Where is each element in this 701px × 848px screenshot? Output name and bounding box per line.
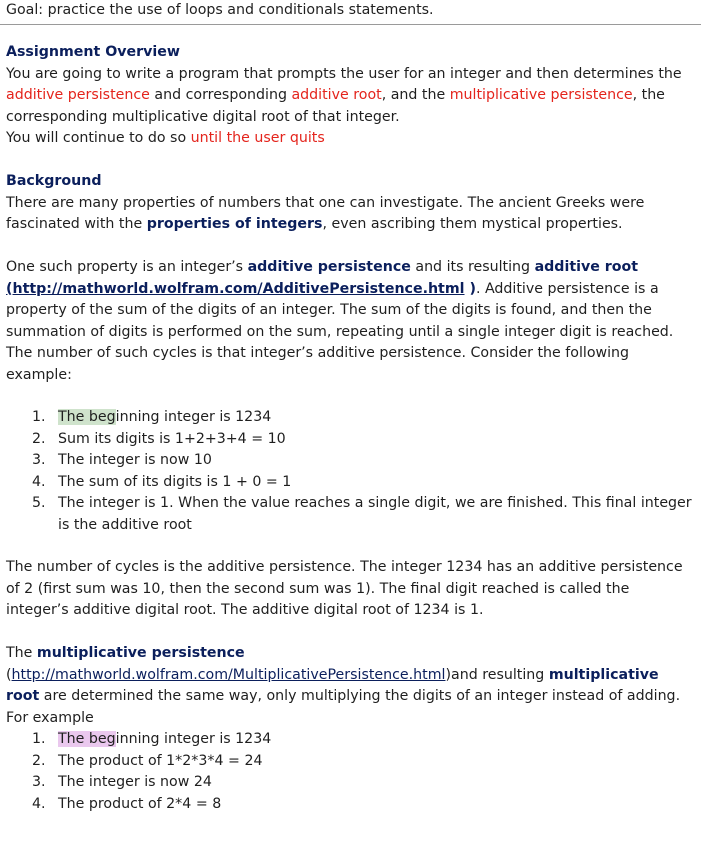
multiplicative-persistence-link[interactable]: http://mathworld.wolfram.com/MultiplicativePersistence.html xyxy=(11,666,446,683)
background-section xyxy=(6,171,696,236)
background-heading: Background xyxy=(6,173,102,189)
additive-root-bold: additive root xyxy=(534,259,639,275)
highlighted-text: The beg xyxy=(58,731,116,747)
text-run: , and the xyxy=(381,87,450,103)
overview-continue xyxy=(6,128,696,150)
until-quit-term: until the user quits xyxy=(190,130,325,146)
text-run: The product of 2*4 = 8 xyxy=(58,795,222,812)
text-run: , even ascribing them mystical properties. xyxy=(322,216,623,232)
list-number: 5. xyxy=(32,495,46,511)
multiplicative-example-list xyxy=(32,729,692,815)
list-item xyxy=(32,794,692,816)
list-item xyxy=(32,429,692,451)
text-run: You are going to write a program that prompts the user for an integer and then determines the xyxy=(6,65,682,82)
highlighted-text: The beg xyxy=(58,409,116,425)
list-item xyxy=(32,729,692,751)
list-item xyxy=(32,407,692,429)
list-number: 2. xyxy=(32,430,46,447)
list-number: 1. xyxy=(32,409,46,425)
list-item xyxy=(32,472,692,494)
additive-persistence-link[interactable]: (http://mathworld.wolfram.com/AdditivePersistence.html xyxy=(6,280,465,297)
text-run: and corresponding xyxy=(149,87,292,103)
background-paragraph xyxy=(6,193,696,236)
text-run: and its resulting xyxy=(410,259,535,275)
list-number: 4. xyxy=(32,795,46,812)
text-run: The product of 1*2*3*4 = 24 xyxy=(58,752,263,769)
list-number: 3. xyxy=(32,452,46,468)
text-run: The sum of its digits is 1 + 0 = 1 xyxy=(58,473,292,490)
goal-text: Goal: practice the use of loops and conditionals statements. xyxy=(6,2,434,18)
cycles-paragraph: The number of cycles is the additive persistence. The integer 1234 has an additive persistence of 2 (first sum was 10, then the second sum was 1). The final digit reached is called the integer’s additive digital root. The additive digital root of 1234 is 1. xyxy=(6,559,683,618)
text-run: )and resulting xyxy=(445,666,549,683)
list-number: 3. xyxy=(32,774,46,790)
text-run: . Additive persistence is a property of the sum of the digits of an integer. The sum of the digits is found, and then the summation of digits is performed on the sum, repeating until a single integer digit is reached. The number of such cycles is that integer’s additive persistence. Consider the following example: xyxy=(6,280,674,383)
text-run: There are many properties of numbers that one can investigate. The ancient Greeks were fascinated with the xyxy=(6,194,645,232)
multiplicative-root-bold: multiplicative root xyxy=(6,666,659,704)
text-run: inning integer is 1234 xyxy=(115,409,272,425)
additive-root-term: additive root xyxy=(291,87,382,103)
text-run: ( xyxy=(6,666,12,683)
additive-persistence-paragraph xyxy=(6,257,696,386)
additive-example-list xyxy=(32,407,692,536)
overview-heading: Assignment Overview xyxy=(6,44,180,60)
additive-persistence-term: additive persistence xyxy=(6,87,150,103)
multiplicative-persistence-term: multiplicative persistence xyxy=(449,87,633,103)
text-run: You will continue to do so xyxy=(6,130,191,146)
overview-paragraph xyxy=(6,64,696,129)
list-item xyxy=(32,450,692,472)
text-run: inning integer is 1234 xyxy=(115,731,272,747)
list-number: 1. xyxy=(32,731,46,747)
list-number: 4. xyxy=(32,473,46,490)
text-run: The integer is 1. When the value reaches a single digit, we are finished. This final integer is the additive root xyxy=(58,495,692,533)
multiplicative-paragraph xyxy=(6,643,696,729)
text-run: The integer is now 10 xyxy=(58,452,212,468)
text-run: The integer is now 24 xyxy=(58,774,212,790)
overview-section xyxy=(6,42,696,150)
properties-of-integers-term: properties of integers xyxy=(146,216,323,232)
text-run: are determined the same way, only multiplying the digits of an integer instead of adding. For example xyxy=(6,688,681,726)
text-run: One such property is an integer’s xyxy=(6,259,248,275)
multiplicative-persistence-bold: multiplicative persistence xyxy=(36,645,245,661)
text-run: ) xyxy=(464,280,476,297)
list-item xyxy=(32,751,692,773)
text-run: , the corresponding multiplicative digital root of that integer. xyxy=(6,87,665,125)
text-run: The xyxy=(6,645,37,661)
text-run: Sum its digits is 1+2+3+4 = 10 xyxy=(58,430,286,447)
list-item xyxy=(32,772,692,794)
list-number: 2. xyxy=(32,752,46,769)
additive-persistence-bold: additive persistence xyxy=(247,259,411,275)
list-item xyxy=(32,493,692,536)
goal-header xyxy=(0,0,701,25)
